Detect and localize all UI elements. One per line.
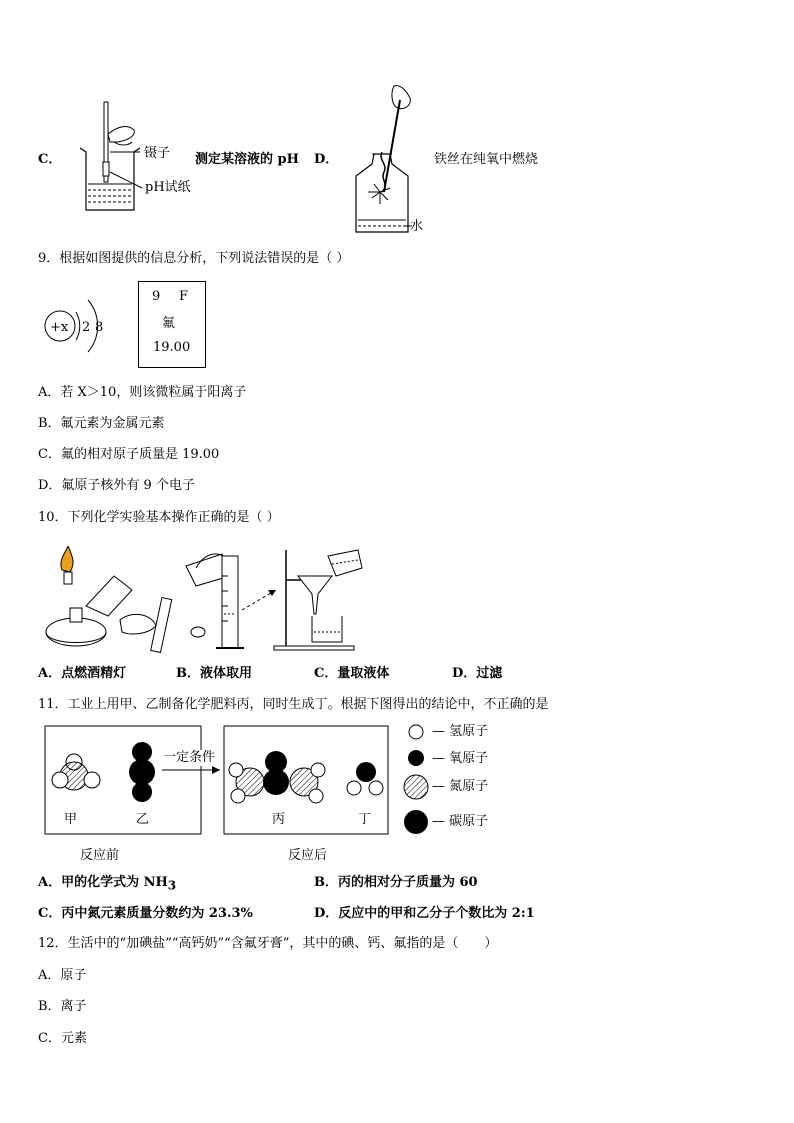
- shell-1-count: 2: [82, 320, 91, 335]
- shell-2-count: 8: [95, 320, 104, 335]
- before-label: 反应前: [80, 848, 120, 863]
- q9-option-b: B．氟元素为金属元素: [38, 416, 165, 431]
- q11-stem: 11．工业上用甲、乙制备化学肥料丙，同时生成丁。根据下图得出的结论中，不正确的是: [38, 697, 549, 712]
- q10-option-d: D．过滤: [452, 666, 503, 681]
- ph-paper-label: pH试纸: [145, 180, 191, 195]
- q11-option-a: A．甲的化学式为 $NH_3$: [38, 875, 177, 893]
- molecule-a-label: 甲: [64, 812, 78, 827]
- q11-option-d: D．反应中的甲和乙分子个数比为 2:1: [314, 906, 535, 921]
- molecule-d-label: 丁: [358, 812, 372, 827]
- q8-option-c-text: 测定某溶液的 pH: [195, 152, 299, 167]
- pouring-liquid-icon: [120, 554, 230, 653]
- legend-hydrogen: — 氢原子: [432, 724, 489, 739]
- q8-option-c-letter: C．: [38, 152, 62, 167]
- lab-operations-illustration: [36, 546, 366, 658]
- atom-legend-symbols: [402, 720, 434, 835]
- q9-option-a: A．若 X＞10，则该微粒属于阳离子: [38, 385, 247, 400]
- molecule-b-label: 乙: [136, 812, 150, 827]
- reaction-condition: 一定条件: [163, 750, 216, 765]
- nucleus-charge: +x: [50, 320, 69, 335]
- graduated-cylinder-icon: [216, 556, 276, 648]
- q10-option-b: B．液体取用: [176, 666, 252, 681]
- q12-option-c: C．元素: [38, 1031, 87, 1046]
- reaction-diagram: [40, 720, 440, 842]
- water-label: 水: [410, 219, 424, 234]
- q10-stem: 10．下列化学实验基本操作正确的是（ ）: [38, 510, 280, 525]
- after-label: 反应后: [288, 848, 328, 863]
- molecule-c-label: 丙: [272, 812, 286, 827]
- q9-stem: 9．根据如图提供的信息分析，下列说法错误的是（ ）: [38, 251, 350, 266]
- iron-wire-burning-illustration: [350, 80, 430, 240]
- q9-option-c: C．氟的相对原子质量是 19.00: [38, 447, 220, 462]
- element-symbol: F: [179, 289, 189, 304]
- tweezers-label: 镊子: [144, 146, 171, 161]
- q10-option-c: C．量取液体: [314, 666, 390, 681]
- filtration-icon: [274, 550, 362, 650]
- alcohol-lamp-icon: [46, 546, 132, 646]
- element-name: 氟: [162, 316, 176, 331]
- legend-oxygen: — 氧原子: [432, 751, 489, 766]
- q11-option-b: B．丙的相对分子质量为 60: [314, 875, 478, 890]
- atomic-number: 9: [152, 289, 161, 304]
- q12-option-b: B．离子: [38, 999, 87, 1014]
- legend-carbon: — 碳原子: [432, 814, 489, 829]
- q9-option-d: D．氟原子核外有 9 个电子: [38, 478, 195, 493]
- element-card: [138, 281, 206, 368]
- q8-option-d-text: 铁丝在纯氧中燃烧: [434, 152, 539, 167]
- legend-nitrogen: — 氮原子: [432, 779, 489, 794]
- q8-option-d-letter: D．: [314, 152, 339, 167]
- q11-option-c: C．丙中氮元素质量分数约为 23.3%: [38, 906, 253, 921]
- q12-stem: 12．生活中的“加碘盐”“高钙奶”“含氟牙膏”，其中的碘、钙、氟指的是（ ）: [38, 936, 498, 951]
- q12-option-a: A．原子: [38, 968, 87, 983]
- ph-test-illustration: [70, 96, 200, 216]
- atomic-mass: 19.00: [153, 340, 191, 355]
- q10-option-a: A．点燃酒精灯: [38, 666, 127, 681]
